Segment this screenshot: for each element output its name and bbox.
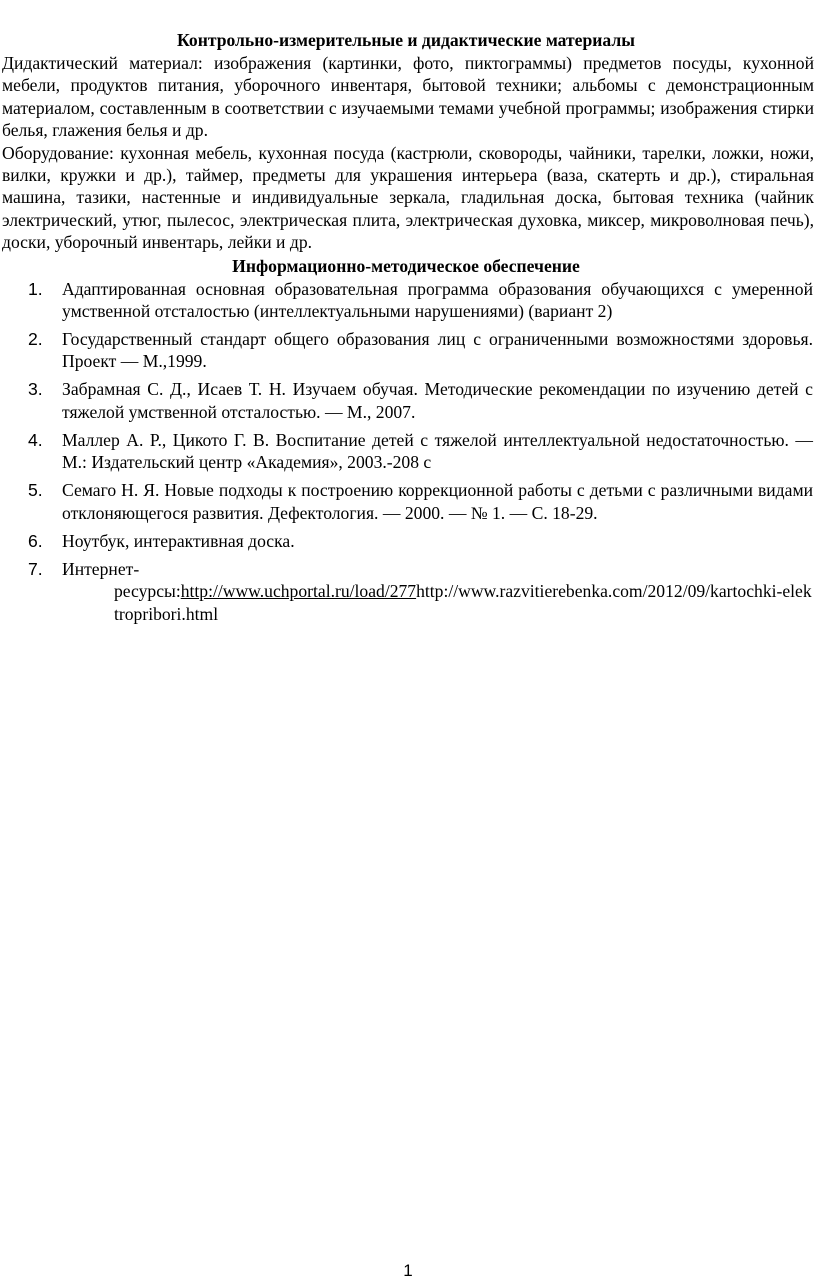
source-item-6 [0,530,816,552]
internet-prefix: ресурсы: [114,581,181,602]
source-text: Маллер А. Р., Цикото Г. В. Воспитание детей с тяжелой интеллектуальной недостаточностью. — М.: Издательский центр «Академия», 2003.-208 с [62,429,813,473]
source-item-4 [0,429,816,474]
sources-list [0,278,816,625]
source-number: 3 . [28,378,43,400]
internet-label: Интернет- [62,558,140,579]
equipment-paragraph: Оборудование: кухонная мебель, кухонная посуда (кастрюли, сковороды, чайники, тарелки, ложки, ножи, вилки, кружки и др.), таймер, предметы для украшения интерьера (ваза, скатерть и др.), стиральная машина, тазики, настенные и индивидуальные зеркала, гладильная доска, бытовая техника (чайник электрический, утюг, пылесос, электрическая плита, электрическая духовка, миксер, микроволновая печь), доски, уборочный инвентарь, лейки и др. [2,142,814,253]
didactic-material-paragraph: Дидактический материал: изображения (картинки, фото, пиктограммы) предметов посуды, кухонной мебели, продуктов питания, уборочного инвентаря, бытовой техники; альбомы с демонстрационным материалом, составленным в соответствии с изучаемыми темами учебной программы; изображения стирки белья, глажения белья и др. [2,53,814,141]
document-page [0,28,816,631]
source-number: 6 . [28,530,43,552]
section-title-info-support: Информационно-методическое обеспечение [232,255,580,276]
source-number: 1 . [28,278,43,300]
internet-resources [62,580,813,625]
source-text: Ноутбук, интерактивная доска. [62,530,295,551]
source-item-1 [0,278,816,323]
source-item-2 [0,328,816,373]
source-item-5 [0,479,816,524]
source-text: Государственный стандарт общего образования лиц с ограниченными возможностями здоровья. Проект — М.,1999. [62,329,813,372]
section-title-materials: Контрольно-измерительные и дидактические материалы [177,30,635,50]
source-number: 5 . [28,479,43,501]
source-number: 2 . [28,328,43,350]
source-text: Семаго Н. Я. Новые подходы к построению коррекционной работы с детьми с различными видами отклоняющегося развития. Дефектология. — 2000. — № 1. — С. 18-29. [62,480,813,523]
uchportal-link[interactable]: http://www.uchportal.ru/load/277 [180,581,417,602]
razvitierebenka-link[interactable]: http://www.razvitierebenka.com/2012/09/kartochki-elektropribori.html [114,581,812,624]
source-number: 7 . [28,558,43,580]
source-item-7 [0,558,816,625]
source-text: Забрамная С. Д., Исаев Т. Н. Изучаем обучая. Методические рекомендации по изучению детей с тяжелой умственной отсталостью. — М., 2007. [62,379,813,422]
source-text: Адаптированная основная образовательная программа образования обучающихся с умеренной умственной отсталостью (интеллектуальными нарушениями) (вариант 2) [62,278,813,322]
page-number: 1 [403,1261,413,1280]
source-number: 4 . [28,429,43,451]
source-item-3 [0,378,816,423]
